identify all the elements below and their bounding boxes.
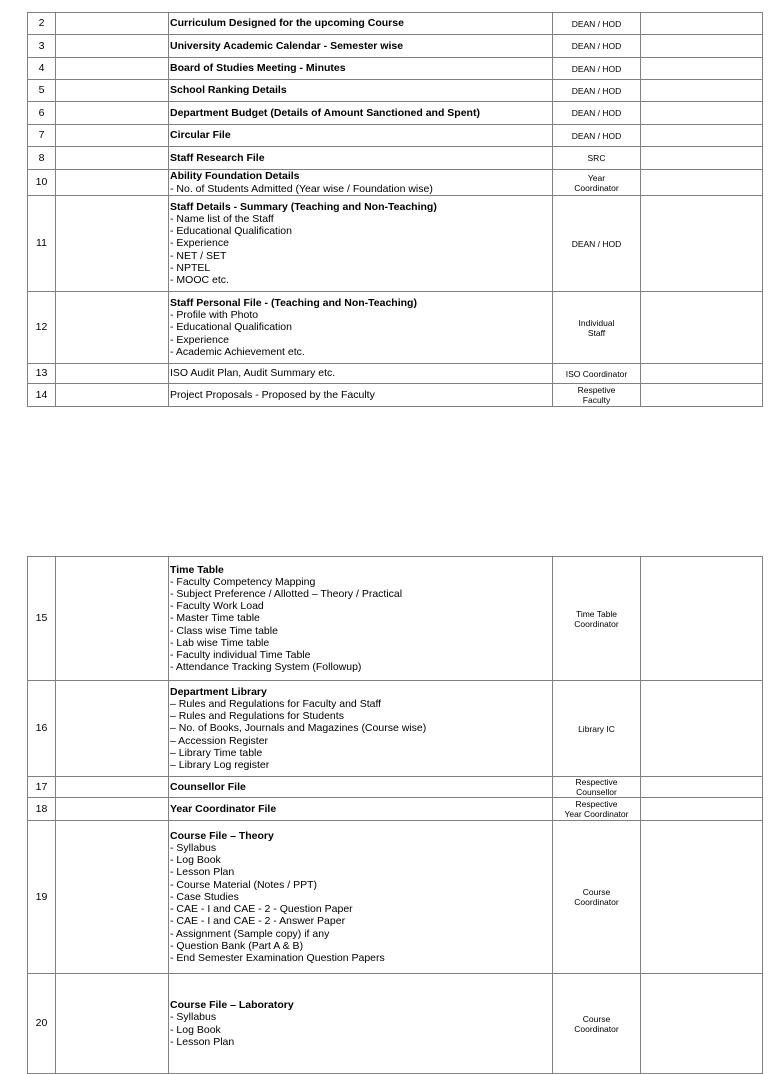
item-line: – Rules and Regulations for Faculty and Staff (170, 697, 382, 710)
blank-cell (56, 35, 169, 58)
row-number: 16 (28, 681, 56, 777)
item-line: - Master Time table (170, 612, 260, 625)
responsible-cell (553, 196, 641, 292)
table-row (28, 777, 763, 798)
responsible-line: Time Table (575, 608, 618, 619)
responsible-cell (553, 58, 641, 80)
responsible-line: Counsellor (576, 787, 617, 797)
item-line: - Class wise Time table (170, 624, 278, 637)
responsible-cell (553, 147, 641, 170)
responsible-cell (553, 80, 641, 102)
responsible-line: Coordinator (574, 618, 619, 629)
blank-cell (56, 102, 169, 125)
item-line: ISO Audit Plan, Audit Summary etc. (170, 367, 336, 380)
item-line: - Syllabus (170, 842, 217, 855)
remarks-cell (641, 80, 763, 102)
responsible-line: Respective (575, 777, 618, 787)
table-row (28, 35, 763, 58)
responsible-cell (553, 125, 641, 147)
description-cell (169, 102, 553, 125)
item-line: - CAE - I and CAE - 2 - Answer Paper (170, 915, 346, 928)
table-row (28, 292, 763, 364)
blank-cell (56, 147, 169, 170)
row-number: 17 (28, 777, 56, 798)
table-row (28, 384, 763, 407)
table-row (28, 58, 763, 80)
table-row (28, 196, 763, 292)
item-line: - Experience (170, 333, 229, 346)
table-row (28, 80, 763, 102)
row-number: 13 (28, 364, 56, 384)
responsible-line: Coordinator (574, 897, 619, 907)
description-cell (169, 196, 553, 292)
table-row (28, 681, 763, 777)
blank-cell (56, 80, 169, 102)
responsible-cell (553, 798, 641, 821)
responsible-line: Course (582, 887, 611, 897)
item-line: - Faculty individual Time Table (170, 649, 311, 661)
responsible-line: DEAN / HOD (571, 41, 622, 51)
item-title: Department Budget (Details of Amount Sanctioned and Spent) (170, 106, 480, 119)
responsible-line: Staff (587, 327, 606, 338)
row-number: 5 (28, 80, 56, 102)
row-number: 10 (28, 170, 56, 196)
row-number: 12 (28, 292, 56, 364)
item-line: - Subject Preference / Allotted – Theory / Practical (170, 587, 403, 600)
remarks-cell (641, 170, 763, 196)
row-number: 4 (28, 58, 56, 80)
table-row (28, 821, 763, 974)
row-number: 2 (28, 13, 56, 35)
remarks-cell (641, 147, 763, 170)
item-line: - Log Book (170, 854, 221, 867)
table-row (28, 147, 763, 170)
item-title: Staff Research File (170, 151, 265, 164)
description-cell (169, 798, 553, 821)
responsible-line: DEAN / HOD (571, 130, 622, 141)
row-number: 3 (28, 35, 56, 58)
item-line: - Attendance Tracking System (Followup) (170, 661, 362, 674)
responsible-line: Respetive (577, 385, 616, 395)
description-cell (169, 147, 553, 170)
responsible-line: Year (587, 172, 606, 183)
remarks-cell (641, 196, 763, 292)
responsible-line: Respective (575, 799, 618, 809)
remarks-cell (641, 777, 763, 798)
item-line: - NPTEL (170, 261, 211, 274)
table-row (28, 364, 763, 384)
row-number: 7 (28, 125, 56, 147)
item-line: - Experience (170, 237, 229, 250)
row-number: 15 (28, 557, 56, 681)
table-row (28, 13, 763, 35)
responsible-line: Year Coordinator (564, 809, 629, 819)
responsible-line: ISO Coordinator (565, 368, 628, 379)
description-cell (169, 13, 553, 35)
item-title: Staff Details - Summary (Teaching and Non-Teaching) (170, 200, 437, 213)
responsible-cell (553, 557, 641, 681)
item-title: Staff Personal File - (Teaching and Non-Teaching) (170, 296, 417, 309)
blank-cell (56, 364, 169, 384)
row-number: 6 (28, 102, 56, 125)
item-title: Course File – Laboratory (170, 999, 294, 1012)
blank-cell (56, 798, 169, 821)
row-number: 8 (28, 147, 56, 170)
item-line: Project Proposals - Proposed by the Faculty (170, 388, 375, 401)
blank-cell (56, 58, 169, 80)
item-line: - Name list of the Staff (170, 212, 274, 225)
responsible-cell (553, 777, 641, 798)
row-number: 14 (28, 384, 56, 407)
item-line: - Syllabus (170, 1011, 217, 1024)
description-cell (169, 384, 553, 407)
blank-cell (56, 777, 169, 798)
item-title: School Ranking Details (170, 84, 287, 97)
item-title: Time Table (170, 563, 224, 576)
responsible-line: SRC (587, 153, 606, 163)
remarks-cell (641, 13, 763, 35)
item-line: - Educational Qualification (170, 321, 292, 334)
item-line: - Academic Achievement etc. (170, 345, 305, 358)
item-line: - Educational Qualification (170, 225, 292, 238)
item-line: – Library Time table (170, 746, 263, 759)
item-title: Course File – Theory (170, 829, 274, 842)
item-line: – Accession Register (170, 734, 269, 747)
remarks-cell (641, 125, 763, 147)
row-number: 18 (28, 798, 56, 821)
item-line: - Assignment (Sample copy) if any (170, 927, 330, 940)
responsible-line: DEAN / HOD (571, 108, 622, 118)
responsible-line: Faculty (582, 395, 611, 405)
item-title: Year Coordinator File (170, 802, 277, 815)
description-cell (169, 364, 553, 384)
description-cell (169, 557, 553, 681)
item-line: - Case Studies (170, 890, 239, 903)
table-row (28, 798, 763, 821)
item-line: - Lab wise Time table (170, 636, 270, 649)
item-title: Curriculum Designed for the upcoming Course (170, 17, 404, 30)
responsible-line: Coordinator (574, 1023, 619, 1034)
responsible-cell (553, 102, 641, 125)
blank-cell (56, 821, 169, 974)
responsible-line: Course (582, 1013, 611, 1024)
item-line: - NET / SET (170, 249, 227, 262)
item-title: University Academic Calendar - Semester wise (170, 39, 404, 52)
item-title: Department Library (170, 685, 267, 698)
item-title: Counsellor File (170, 780, 246, 793)
responsible-line: Library IC (578, 723, 615, 734)
row-number: 11 (28, 196, 56, 292)
description-cell (169, 821, 553, 974)
item-title: Board of Studies Meeting - Minutes (170, 62, 346, 75)
blank-cell (56, 557, 169, 681)
row-number: 20 (28, 974, 56, 1074)
item-line: - CAE - I and CAE - 2 - Question Paper (170, 903, 353, 916)
responsible-line: Coordinator (574, 182, 619, 193)
remarks-cell (641, 798, 763, 821)
item-line: - Question Bank (Part A & B) (170, 939, 304, 952)
responsible-cell (553, 821, 641, 974)
table-1-body (28, 13, 763, 407)
item-line: - MOOC etc. (170, 274, 229, 286)
description-cell (169, 292, 553, 364)
responsible-cell (553, 35, 641, 58)
remarks-cell (641, 384, 763, 407)
description-cell (169, 80, 553, 102)
item-line: – Library Log register (170, 759, 270, 771)
remarks-cell (641, 557, 763, 681)
responsible-cell (553, 170, 641, 196)
remarks-cell (641, 681, 763, 777)
responsible-line: DEAN / HOD (571, 85, 622, 96)
remarks-cell (641, 35, 763, 58)
responsible-line: DEAN / HOD (571, 63, 622, 74)
blank-cell (56, 384, 169, 407)
remarks-cell (641, 58, 763, 80)
description-cell (169, 125, 553, 147)
item-title: Ability Foundation Details (170, 170, 300, 183)
item-line: – No. of Books, Journals and Magazines (Course wise) (170, 722, 427, 735)
item-line: - Faculty Work Load (170, 600, 264, 613)
item-line: - Log Book (170, 1023, 221, 1036)
blank-cell (56, 292, 169, 364)
remarks-cell (641, 821, 763, 974)
remarks-cell (641, 102, 763, 125)
responsible-line: DEAN / HOD (571, 18, 622, 29)
description-cell (169, 681, 553, 777)
item-line: - End Semester Examination Question Papers (170, 951, 385, 964)
table-row (28, 102, 763, 125)
blank-cell (56, 125, 169, 147)
blank-cell (56, 681, 169, 777)
item-line: - Profile with Photo (170, 309, 259, 322)
row-number: 19 (28, 821, 56, 974)
remarks-cell (641, 364, 763, 384)
blank-cell (56, 196, 169, 292)
responsible-cell (553, 681, 641, 777)
item-line: - No. of Students Admitted (Year wise / Foundation wise) (170, 182, 433, 195)
remarks-cell (641, 292, 763, 364)
document-table-1 (27, 12, 763, 407)
table-2-body (28, 557, 763, 1074)
item-line: – Rules and Regulations for Students (170, 710, 344, 723)
table-row (28, 125, 763, 147)
responsible-cell (553, 292, 641, 364)
description-cell (169, 35, 553, 58)
responsible-line: Individual (578, 317, 615, 328)
item-line: - Lesson Plan (170, 866, 235, 879)
responsible-cell (553, 384, 641, 407)
responsible-cell (553, 13, 641, 35)
document-table-2 (27, 556, 763, 1074)
description-cell (169, 777, 553, 798)
responsible-cell (553, 364, 641, 384)
blank-cell (56, 13, 169, 35)
item-line: - Course Material (Notes / PPT) (170, 878, 318, 891)
description-cell (169, 170, 553, 196)
item-line: - Faculty Competency Mapping (170, 575, 316, 588)
table-row (28, 170, 763, 196)
responsible-line: DEAN / HOD (571, 238, 622, 249)
item-title: Circular File (170, 129, 231, 142)
description-cell (169, 58, 553, 80)
item-line: - Lesson Plan (170, 1035, 235, 1048)
table-row (28, 557, 763, 681)
blank-cell (56, 170, 169, 196)
